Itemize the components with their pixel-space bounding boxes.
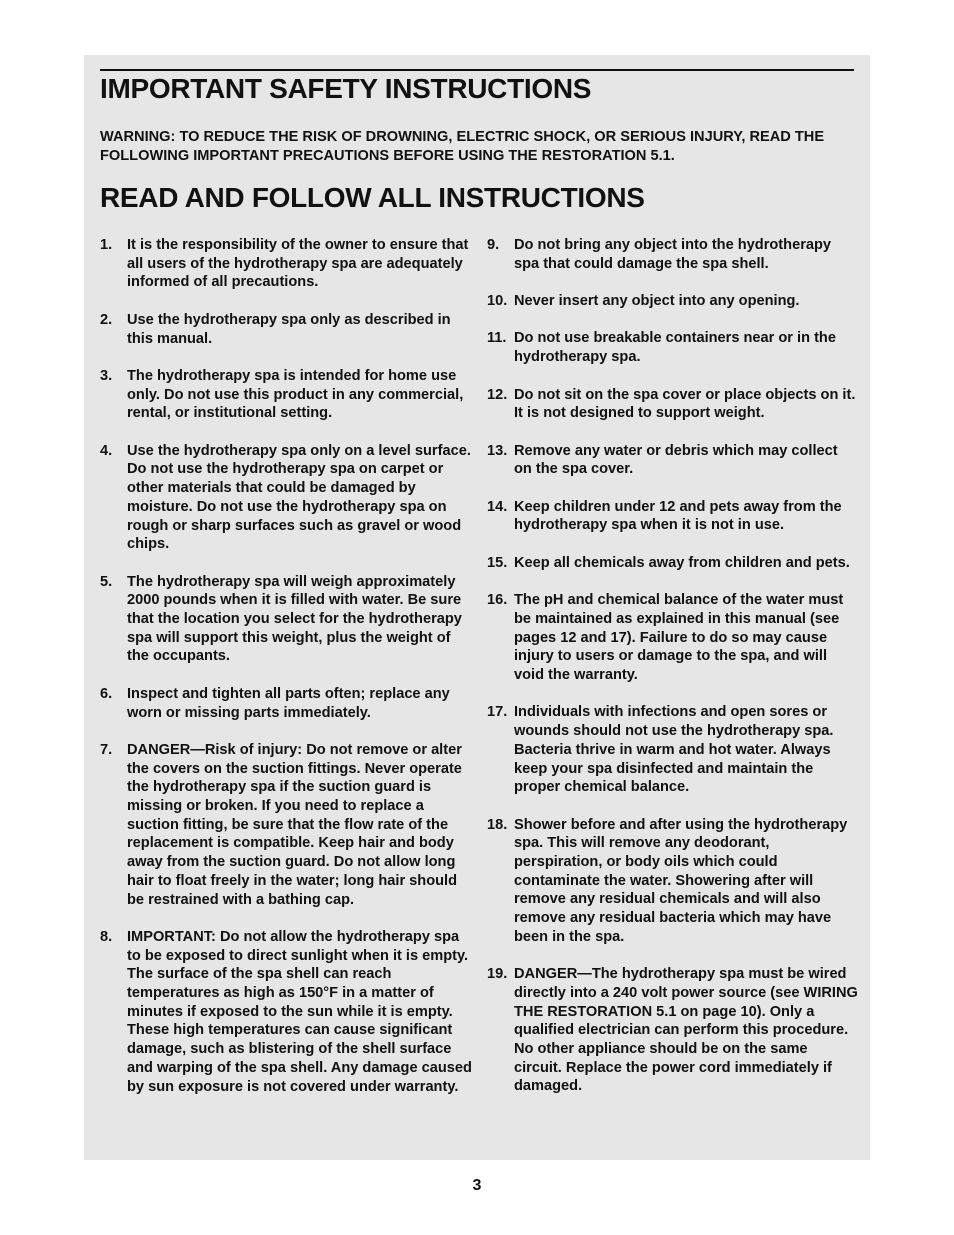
instructions-right-column <box>487 236 859 1115</box>
item-text: Never insert any object into any opening. <box>514 293 800 310</box>
list-item <box>100 311 472 348</box>
item-number: 7. <box>100 741 113 758</box>
list-item <box>487 292 859 311</box>
list-item <box>487 591 859 685</box>
item-number: 19. <box>487 966 508 983</box>
page-title: IMPORTANT SAFETY INSTRUCTIONS <box>100 73 592 104</box>
list-item <box>487 498 859 535</box>
item-number: 3. <box>100 367 113 384</box>
list-item <box>100 442 472 554</box>
list-item <box>100 236 472 292</box>
item-number: 6. <box>100 685 113 702</box>
list-item <box>487 236 859 273</box>
item-number: 10. <box>487 293 508 310</box>
item-text: Remove any water or debris which may collect on the spa cover. <box>514 442 838 478</box>
item-number: 11. <box>487 330 507 347</box>
list-item <box>487 554 859 573</box>
list-item <box>487 442 859 479</box>
item-text: Do not bring any object into the hydrotherapy spa that could damage the spa shell. <box>514 237 832 272</box>
item-number: 5. <box>100 573 113 590</box>
item-number: 15. <box>487 554 508 571</box>
item-number: 16. <box>487 592 508 609</box>
item-text: The hydrotherapy spa is intended for home use only. Do not use this product in any commercial, rental, or institutional setting. <box>127 367 464 422</box>
item-text: DANGER—The hydrotherapy spa must be wired directly into a 240 volt power source (see WIRING THE RESTORATION 5.1 on page 10). Only a qualified electrician can perform this procedure. No other appliance should be on the same circuit. Replace the power cord immediately if damaged. <box>514 966 858 1095</box>
item-text: IMPORTANT: Do not allow the hydrotherapy spa to be exposed to direct sunlight when it is empty. The surface of the spa shell can reach temperatures as high as 150°F in a matter of minutes if exposed to the sun while it is empty. These high temperatures can cause significant damage, such as blistering of the shell surface and warping of the spa shell. Any damage caused by sun exposure is not covered under warranty. <box>127 928 472 1095</box>
item-number: 4. <box>100 442 113 459</box>
item-text: Individuals with infections and open sores or wounds should not use the hydrotherapy spa. Bacteria thrive in warm and hot water. Always keep your spa disinfected and maintain the proper chemical balance. <box>514 704 834 796</box>
item-text: It is the responsibility of the owner to ensure that all users of the hydrotherapy spa are adequately informed of all precautions. <box>127 237 469 291</box>
list-item <box>100 685 472 722</box>
item-text: DANGER—Risk of injury: Do not remove or alter the covers on the suction fittings. Never operate the hydrotherapy spa if the suction guard is missing or broken. If you need to replace a suction fitting, be sure that the flow rate of the replacement is compatible. Keep hair and body away from the suction guard. Do not allow long hair to float freely in the water; long hair should be restrained with a bathing cap. <box>127 741 462 908</box>
item-text: Use the hydrotherapy spa only on a level surface. Do not use the hydrotherapy spa on carpet or other materials that could be damaged by moisture. Do not use the hydrotherapy spa on rough or sharp surfaces such as gravel or wood chips. <box>127 442 471 553</box>
list-item <box>487 965 859 1096</box>
item-number: 1. <box>100 237 113 253</box>
list-item <box>100 367 472 423</box>
list-item <box>487 816 859 947</box>
item-number: 13. <box>487 442 508 459</box>
item-text: Inspect and tighten all parts often; replace any worn or missing parts immediately. <box>127 685 450 721</box>
item-text: Do not sit on the spa cover or place objects on it. It is not designed to support weight. <box>514 386 856 422</box>
top-rule <box>100 69 854 71</box>
item-text: Keep all chemicals away from children and pets. <box>514 554 850 571</box>
instructions-left-column <box>100 236 472 1115</box>
item-number: 12. <box>487 386 508 403</box>
list-item <box>100 741 472 909</box>
item-text: The hydrotherapy spa will weigh approximately 2000 pounds when it is filled with water. Be sure that the location you select for the hydrotherapy spa will support this weight, plus the weight of the occupants. <box>127 573 462 665</box>
warning-text: WARNING: TO REDUCE THE RISK OF DROWNING, ELECTRIC SHOCK, OR SERIOUS INJURY, READ THE FOLLOWING IMPORTANT PRECAUTIONS BEFORE USING THE RESTORATION 5.1. <box>100 129 825 164</box>
item-number: 8. <box>100 928 113 945</box>
item-number: 2. <box>100 311 113 328</box>
list-item <box>487 386 859 423</box>
item-number: 17. <box>487 704 508 721</box>
item-text: The pH and chemical balance of the water must be maintained as explained in this manual (see pages 12 and 17). Failure to do so may cause injury to users or damage to the spa, and will void the warranty. <box>514 592 844 684</box>
item-number: 18. <box>487 816 508 833</box>
item-text: Use the hydrotherapy spa only as described in this manual. <box>127 311 451 347</box>
list-item <box>100 573 472 667</box>
item-number: 9. <box>487 237 500 253</box>
item-number: 14. <box>487 498 508 515</box>
page-number: 3 <box>472 1177 482 1194</box>
item-text: Keep children under 12 and pets away from the hydrotherapy spa when it is not in use. <box>514 498 842 534</box>
list-item <box>487 703 859 797</box>
item-text: Shower before and after using the hydrotherapy spa. This will remove any deodorant, perspiration, or body oils which could contaminate the water. Showering after will remove any residual chemicals and will also remove any residual bacteria which may have been in the spa. <box>514 816 848 945</box>
item-text: Do not use breakable containers near or in the hydrotherapy spa. <box>514 330 836 366</box>
section-heading: READ AND FOLLOW ALL INSTRUCTIONS <box>100 182 645 213</box>
list-item <box>100 928 472 1096</box>
list-item <box>487 329 859 366</box>
